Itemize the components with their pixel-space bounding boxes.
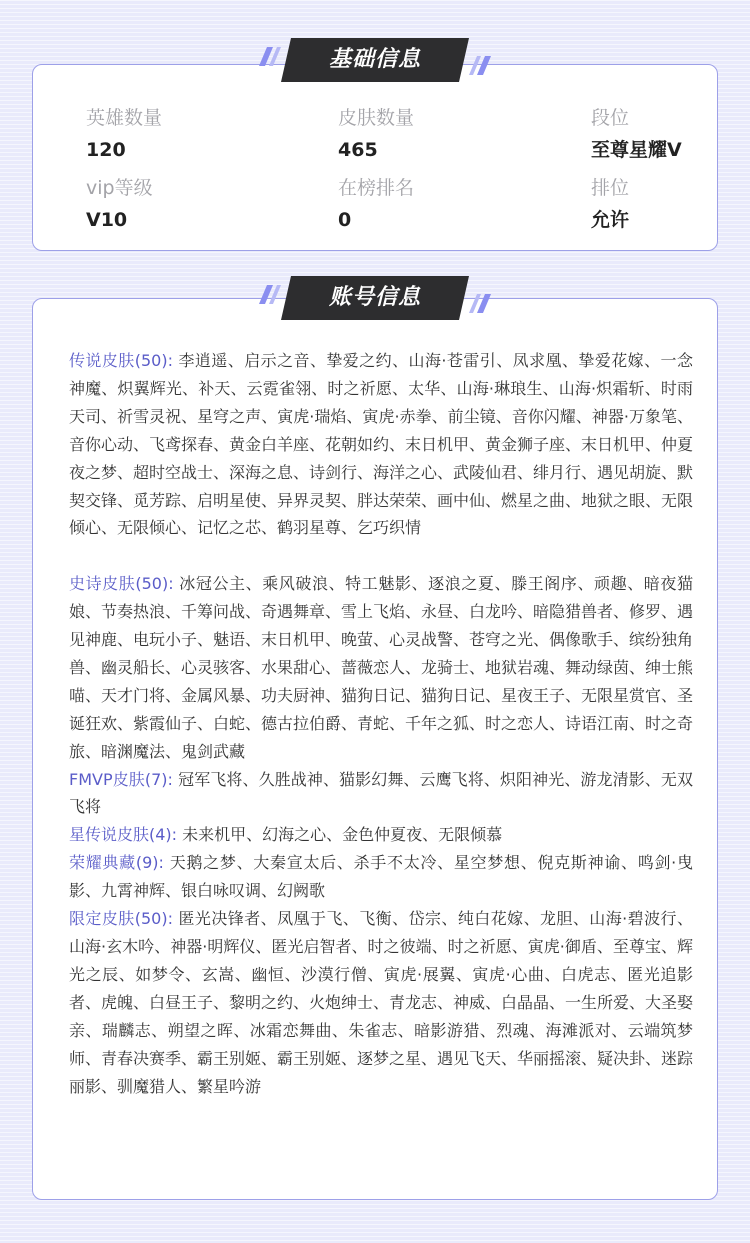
skin-category-label: FMVP皮肤(7): [69, 769, 173, 789]
stat-value: 0 [338, 209, 352, 231]
stat-value: 至尊星耀V [591, 139, 682, 161]
section-title-basic [257, 38, 493, 84]
section-title-text: 基础信息 [328, 47, 421, 72]
account-info-card [32, 298, 718, 1200]
skin-items: 匿光决锋者、凤凰于飞、飞衡、岱宗、纯白花嫁、龙胆、山海·碧波行、山海·玄木吟、神器·明辉仪、匿光启智者、时之彼端、时之祈愿、寅虎·御盾、至尊宝、辉光之辰、如梦令、玄嵩、幽恒、沙漠行僧、寅虎·展翼、寅虎·心曲、白虎志、匿光追影者、虎魄、白昼王子、黎明之约、火炮绅士、青龙志、神威、白晶晶、一生所爱、大圣娶亲、瑞麟志、朔望之晖、冰霜恋舞曲、朱雀志、暗影游猎、烈魂、海滩派对、云端筑梦师、青春决赛季、霸王别姬、霸王别姬、逐梦之星、遇见飞天、华丽摇滚、疑决卦、迷踪丽影、驯魔猎人、繁星吟游 [69, 909, 694, 1096]
skin-section-epic [69, 570, 693, 765]
skin-section-star-legend [69, 821, 693, 849]
stat-label: 英雄数量 [86, 107, 163, 129]
skin-section-limited [69, 905, 693, 1100]
skin-category-label: 限定皮肤(50): [69, 909, 173, 929]
stat-label: 段位 [591, 107, 630, 129]
section-title-account [257, 276, 493, 322]
skin-category-label: 星传说皮肤(4): [69, 825, 178, 845]
stat-hero-count [86, 106, 162, 162]
skin-section-legendary [69, 347, 693, 542]
stat-ranked-allowed [591, 176, 629, 232]
stat-vip-level [86, 176, 153, 232]
stat-skin-count [338, 106, 414, 162]
basic-info-card [32, 64, 718, 251]
stat-value: 120 [86, 139, 126, 161]
skin-items: 冰冠公主、乘风破浪、特工魅影、逐浪之夏、滕王阁序、顽趣、暗夜猫娘、节奏热浪、千筹问战、奇遇舞章、雪上飞焰、永昼、白龙吟、暗隐猎兽者、修罗、遇见神鹿、电玩小子、魅语、末日机甲、晚萤、心灵战警、苍穹之光、偶像歌手、缤纷独角兽、幽灵船长、心灵骇客、水果甜心、蔷薇恋人、龙骑士、地狱岩魂、舞动绿茵、绅士熊喵、天才门将、金属风暴、功夫厨神、猫狗日记、猫狗日记、星夜王子、无限星赏官、圣诞狂欢、紫霞仙子、白蛇、德古拉伯爵、青蛇、千年之狐、时之恋人、诗语江南、时之奇旅、暗渊魔法、鬼剑武藏 [69, 574, 694, 761]
skin-items: 未来机甲、幻海之心、金色仲夏夜、无限倾慕 [177, 825, 503, 845]
stat-value: 允许 [591, 209, 630, 231]
stat-label: 皮肤数量 [338, 107, 415, 129]
section-gap [69, 542, 693, 570]
stat-label: vip等级 [86, 177, 153, 199]
stat-label: 排位 [591, 177, 630, 199]
stat-value: V10 [86, 209, 128, 231]
skin-category-label: 史诗皮肤(50): [69, 574, 174, 594]
stat-label: 在榜排名 [338, 177, 415, 199]
skin-category-label: 荣耀典藏(9): [69, 853, 164, 873]
skin-items: 冠军飞将、久胜战神、猫影幻舞、云鹰飞将、炽阳神光、游龙清影、无双飞将 [69, 769, 693, 817]
skin-items: 天鹅之梦、大秦宣太后、杀手不太冷、星空梦想、倪克斯神谕、鸣剑·曳影、九霄神辉、银白咏叹调、幻阙歌 [69, 853, 693, 901]
stat-rank-tier [591, 106, 682, 162]
skin-items: 李逍遥、启示之音、挚爱之约、山海·苍雷引、凤求凰、挚爱花嫁、一念神魔、炽翼辉光、补天、云霓雀翎、时之祈愿、太华、山海·琳琅生、山海·炽霜斩、时雨天司、祈雪灵祝、星穹之声、寅虎·瑞焰、寅虎·赤拳、前尘镜、音你闪耀、神器·万象笔、音你心动、飞鸢探春、黄金白羊座、花朝如约、末日机甲、黄金狮子座、末日机甲、仲夏夜之梦、超时空战士、深海之息、诗剑行、海洋之心、武陵仙君、绯月行、遇见胡旋、默契交锋、觅芳踪、启明星使、异界灵契、胖达荣荣、画中仙、燃星之曲、地狱之眼、无限倾心、无限倾心、记忆之芯、鹤羽星尊、乞巧织情 [69, 351, 694, 538]
skin-section-fmvp [69, 766, 693, 822]
skin-section-glory-collection [69, 849, 693, 905]
skin-category-label: 传说皮肤(50): [69, 351, 173, 370]
stat-leaderboard-rank [338, 176, 414, 232]
skin-list [69, 347, 693, 1100]
stat-value: 465 [338, 139, 378, 161]
section-title-text: 账号信息 [328, 285, 421, 310]
